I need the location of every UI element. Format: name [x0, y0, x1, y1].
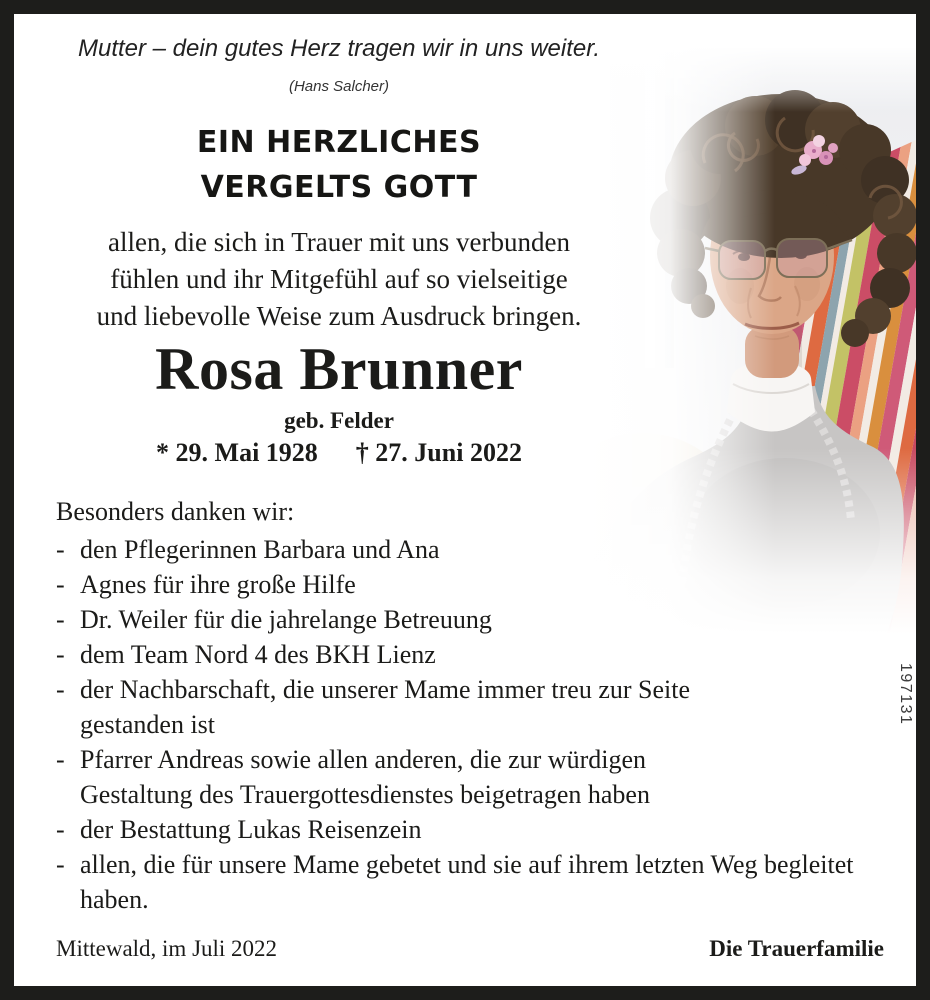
birth-date: * 29. Mai 1928	[156, 438, 318, 467]
headline-line-1: EIN HERZLICHES	[196, 125, 482, 160]
thanks-item-text: der Bestattung Lukas Reisenzein	[80, 815, 422, 844]
intro-line: allen, die sich in Trauer mit uns verbunden	[108, 227, 570, 257]
headline	[14, 120, 664, 210]
thanks-item-text: den Pflegerinnen Barbara und Ana	[80, 535, 440, 564]
thanks-list-item	[56, 847, 878, 917]
list-dash: -	[56, 640, 65, 669]
thanks-item-text: allen, die für unsere Mame gebetet und sie auf ihrem letzten Weg begleitet haben.	[80, 850, 854, 914]
thanks-list-item	[56, 672, 878, 742]
thanks-item-text: dem Team Nord 4 des BKH Lienz	[80, 640, 436, 669]
headline-line-2: VERGELTS GOTT	[200, 170, 478, 205]
list-dash: -	[56, 745, 65, 774]
life-dates	[14, 438, 664, 468]
print-reference-number: 197131	[897, 663, 914, 726]
list-dash: -	[56, 570, 65, 599]
thanks-list-item	[56, 812, 878, 847]
intro-line: fühlen und ihr Mitgefühl auf so vielseitige	[110, 264, 568, 294]
quote-attribution: (Hans Salcher)	[288, 78, 390, 95]
list-dash: -	[56, 675, 65, 704]
thanks-item-text: Dr. Weiler für die jahrelange Betreuung	[80, 605, 492, 634]
thanks-item-text: der Nachbarschaft, die unserer Mame immer treu zur Seite gestanden ist	[80, 675, 691, 739]
memorial-quote: Mutter – dein gutes Herz tragen wir in uns weiter.	[77, 35, 600, 62]
thanks-item-text: Agnes für ihre große Hilfe	[80, 570, 356, 599]
family-signature: Die Trauerfamilie	[709, 936, 884, 961]
list-dash: -	[56, 850, 65, 879]
thanks-list-item	[56, 637, 878, 672]
list-dash: -	[56, 535, 65, 564]
intro-line: und liebevolle Weise zum Ausdruck bringen.	[96, 301, 582, 331]
thanks-list-item	[56, 567, 878, 602]
thanks-list	[56, 532, 878, 917]
place-date: Mittewald, im Juli 2022	[56, 936, 278, 961]
list-dash: -	[56, 605, 65, 634]
thanks-list-item	[56, 742, 878, 812]
deceased-name: Rosa Brunner	[155, 336, 523, 402]
thanks-heading: Besonders danken wir:	[56, 497, 295, 526]
thanks-list-item	[56, 532, 878, 567]
thanks-list-item	[56, 602, 878, 637]
maiden-name: geb. Felder	[284, 408, 394, 433]
death-date: † 27. Juni 2022	[355, 438, 522, 467]
condolence-text	[14, 224, 664, 335]
thanks-item-text: Pfarrer Andreas sowie allen anderen, die zur würdigen Gestaltung des Trauergottesdienstes beigetragen haben	[80, 745, 650, 809]
list-dash: -	[56, 815, 65, 844]
